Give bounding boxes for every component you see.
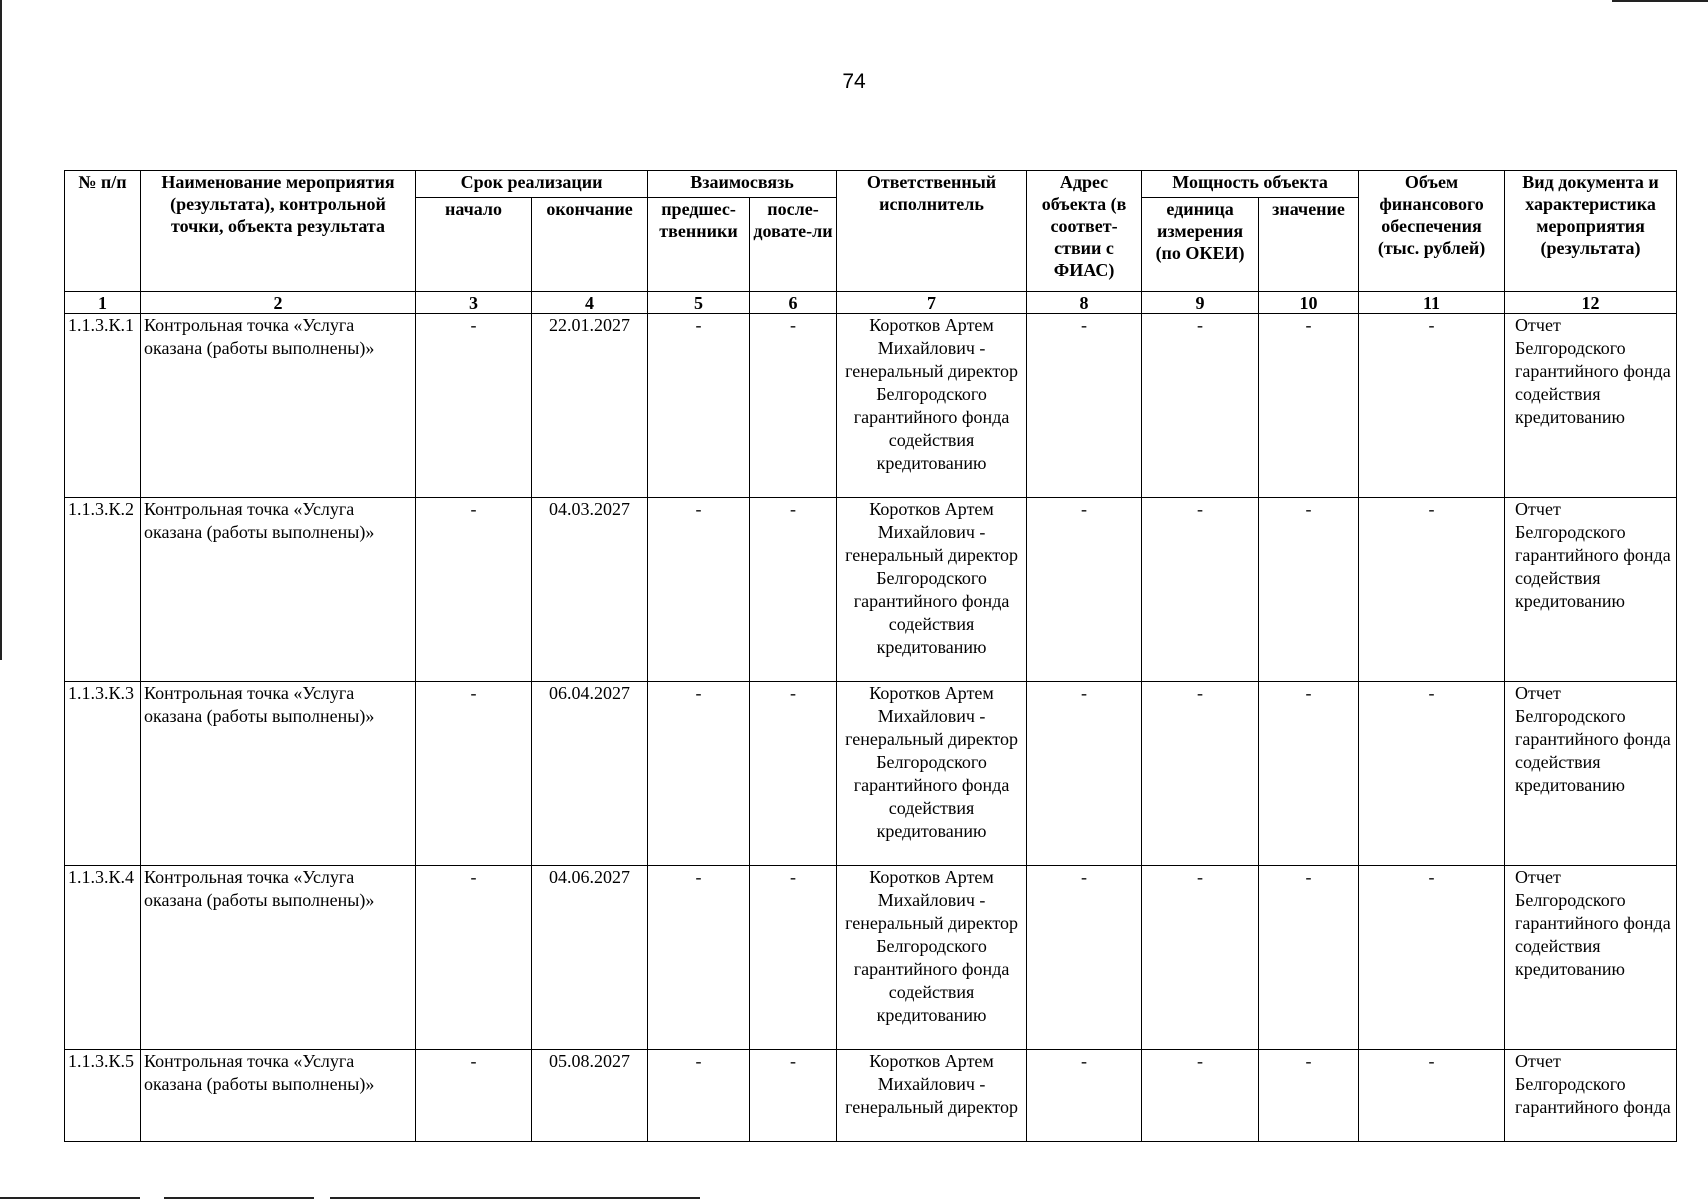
row-responsible: Коротков Артем Михайлович - генеральный директор <box>837 1050 1027 1142</box>
column-number: 4 <box>532 292 648 314</box>
row-doc: Отчет Белгородского гарантийного фонда содействия кредитованию <box>1505 498 1677 682</box>
row-successors: - <box>750 498 837 682</box>
scan-edge-bottom-3 <box>330 1197 700 1199</box>
header-start: начало <box>416 198 532 292</box>
row-end: 22.01.2027 <box>532 314 648 498</box>
row-value: - <box>1259 314 1359 498</box>
column-number: 3 <box>416 292 532 314</box>
header-doc: Вид документа и характеристика мероприятия (результата) <box>1505 171 1677 292</box>
row-id: 1.1.3.К.2 <box>65 498 141 682</box>
row-id: 1.1.3.К.3 <box>65 682 141 866</box>
row-id: 1.1.3.К.4 <box>65 866 141 1050</box>
row-unit: - <box>1142 314 1259 498</box>
control-points-table <box>64 170 1677 1142</box>
row-successors: - <box>750 682 837 866</box>
row-responsible: Коротков Артем Михайлович - генеральный директор Белгородского гарантийного фонда содействия кредитованию <box>837 314 1027 498</box>
row-predecessors: - <box>648 682 750 866</box>
row-funding: - <box>1359 866 1505 1050</box>
row-funding: - <box>1359 1050 1505 1142</box>
row-start: - <box>416 498 532 682</box>
table-row <box>65 314 1677 498</box>
header-capacity: Мощность объекта <box>1142 171 1359 198</box>
row-unit: - <box>1142 682 1259 866</box>
row-value: - <box>1259 498 1359 682</box>
row-responsible: Коротков Артем Михайлович - генеральный директор Белгородского гарантийного фонда содействия кредитованию <box>837 498 1027 682</box>
row-id: 1.1.3.К.1 <box>65 314 141 498</box>
row-start: - <box>416 682 532 866</box>
row-start: - <box>416 866 532 1050</box>
row-end: 04.06.2027 <box>532 866 648 1050</box>
table-row <box>65 682 1677 866</box>
row-end: 04.03.2027 <box>532 498 648 682</box>
column-number: 6 <box>750 292 837 314</box>
row-doc: Отчет Белгородского гарантийного фонда <box>1505 1050 1677 1142</box>
row-unit: - <box>1142 1050 1259 1142</box>
row-address: - <box>1027 866 1142 1050</box>
page-number: 74 <box>842 70 866 93</box>
column-number: 1 <box>65 292 141 314</box>
row-doc: Отчет Белгородского гарантийного фонда содействия кредитованию <box>1505 866 1677 1050</box>
header-value: значение <box>1259 198 1359 292</box>
row-predecessors: - <box>648 498 750 682</box>
row-successors: - <box>750 866 837 1050</box>
header-num: № п/п <box>65 171 141 292</box>
row-successors: - <box>750 1050 837 1142</box>
row-predecessors: - <box>648 866 750 1050</box>
row-name: Контрольная точка «Услуга оказана (работы выполнены)» <box>141 682 416 866</box>
row-unit: - <box>1142 498 1259 682</box>
header-funding: Объем финансового обеспечения (тыс. рублей) <box>1359 171 1505 292</box>
row-doc: Отчет Белгородского гарантийного фонда содействия кредитованию <box>1505 314 1677 498</box>
header-address: Адрес объекта (в соответ-ствии с ФИАС) <box>1027 171 1142 292</box>
row-funding: - <box>1359 314 1505 498</box>
header-unit: единица измерения (по ОКЕИ) <box>1142 198 1259 292</box>
row-unit: - <box>1142 866 1259 1050</box>
row-value: - <box>1259 866 1359 1050</box>
table-header <box>65 171 1677 314</box>
column-number: 10 <box>1259 292 1359 314</box>
column-number: 7 <box>837 292 1027 314</box>
row-address: - <box>1027 682 1142 866</box>
row-id: 1.1.3.К.5 <box>65 1050 141 1142</box>
table-row <box>65 866 1677 1050</box>
row-value: - <box>1259 1050 1359 1142</box>
row-funding: - <box>1359 682 1505 866</box>
header-period: Срок реализации <box>416 171 648 198</box>
table-row <box>65 498 1677 682</box>
table-body <box>65 314 1677 1142</box>
row-predecessors: - <box>648 314 750 498</box>
header-name: Наименование мероприятия (результата), контрольной точки, объекта результата <box>141 171 416 292</box>
row-address: - <box>1027 498 1142 682</box>
row-end: 05.08.2027 <box>532 1050 648 1142</box>
row-address: - <box>1027 1050 1142 1142</box>
scan-edge-bottom-2 <box>164 1197 314 1199</box>
row-name: Контрольная точка «Услуга оказана (работы выполнены)» <box>141 498 416 682</box>
row-start: - <box>416 1050 532 1142</box>
row-end: 06.04.2027 <box>532 682 648 866</box>
row-address: - <box>1027 314 1142 498</box>
row-responsible: Коротков Артем Михайлович - генеральный директор Белгородского гарантийного фонда содействия кредитованию <box>837 866 1027 1050</box>
scan-edge-bottom-1 <box>0 1197 140 1199</box>
column-number: 9 <box>1142 292 1259 314</box>
row-start: - <box>416 314 532 498</box>
row-value: - <box>1259 682 1359 866</box>
column-number: 12 <box>1505 292 1677 314</box>
header-relation: Взаимосвязь <box>648 171 837 198</box>
row-doc: Отчет Белгородского гарантийного фонда содействия кредитованию <box>1505 682 1677 866</box>
row-responsible: Коротков Артем Михайлович - генеральный директор Белгородского гарантийного фонда содействия кредитованию <box>837 682 1027 866</box>
column-number: 11 <box>1359 292 1505 314</box>
row-funding: - <box>1359 498 1505 682</box>
scan-edge-left <box>0 0 2 660</box>
column-number: 5 <box>648 292 750 314</box>
table-row <box>65 1050 1677 1142</box>
row-name: Контрольная точка «Услуга оказана (работы выполнены)» <box>141 1050 416 1142</box>
row-predecessors: - <box>648 1050 750 1142</box>
header-end: окончание <box>532 198 648 292</box>
header-successors: после-довате-ли <box>750 198 837 292</box>
row-successors: - <box>750 314 837 498</box>
header-responsible: Ответственный исполнитель <box>837 171 1027 292</box>
column-numbers-row <box>65 292 1677 314</box>
scan-edge-top-right <box>1612 0 1708 2</box>
row-name: Контрольная точка «Услуга оказана (работы выполнены)» <box>141 866 416 1050</box>
column-number: 8 <box>1027 292 1142 314</box>
header-predecessors: предшес-твенники <box>648 198 750 292</box>
column-number: 2 <box>141 292 416 314</box>
row-name: Контрольная точка «Услуга оказана (работы выполнены)» <box>141 314 416 498</box>
